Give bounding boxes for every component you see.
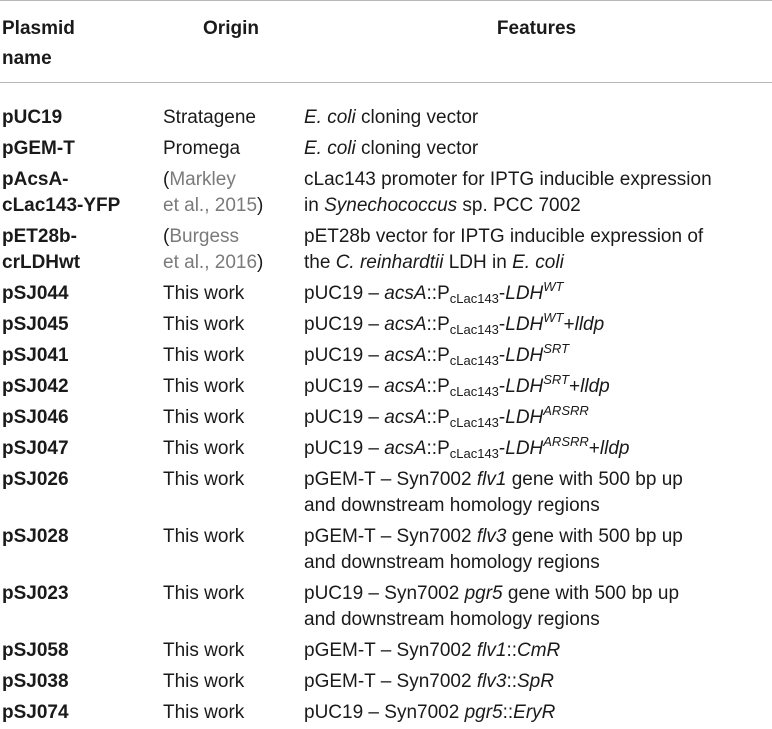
plasmid-name-cell: pSJ028 <box>0 522 161 579</box>
table-body <box>0 83 772 729</box>
plasmid-name-cell: pSJ038 <box>0 667 161 698</box>
origin-cell: This work <box>161 465 301 522</box>
table-row <box>0 434 772 465</box>
plasmid-name-cell: pSJ023 <box>0 579 161 636</box>
table-row <box>0 134 772 165</box>
table-row <box>0 341 772 372</box>
header-row <box>0 0 772 83</box>
header-features: Features <box>301 0 772 83</box>
table-row <box>0 522 772 579</box>
features-cell: pUC19 – Syn7002 pgr5::EryR <box>301 698 772 729</box>
features-cell: E. coli cloning vector <box>301 134 772 165</box>
origin-cell: This work <box>161 372 301 403</box>
origin-cell: This work <box>161 403 301 434</box>
origin-cell: This work <box>161 698 301 729</box>
origin-cell: Stratagene <box>161 83 301 135</box>
origin-cell: This work <box>161 522 301 579</box>
table-row <box>0 698 772 729</box>
plasmid-name-cell: pSJ026 <box>0 465 161 522</box>
plasmid-name-cell: pUC19 <box>0 83 161 135</box>
origin-cell: This work <box>161 279 301 310</box>
table-row <box>0 165 772 222</box>
header-origin: Origin <box>161 0 301 83</box>
table-row <box>0 310 772 341</box>
origin-cell: (Burgess et al., 2016) <box>161 222 301 279</box>
header-plasmid-name: Plasmid name <box>0 0 161 83</box>
plasmid-name-cell: pAcsA- cLac143-YFP <box>0 165 161 222</box>
features-cell: E. coli cloning vector <box>301 83 772 135</box>
citation-link[interactable]: Burgess <box>169 226 239 247</box>
origin-cell: This work <box>161 579 301 636</box>
table-row <box>0 372 772 403</box>
citation-link-continued[interactable]: et al., 2016 <box>163 252 257 273</box>
table-row <box>0 222 772 279</box>
features-cell: $pUC19 - acsA::P_{cLac143}-LDH^{WT}$ <box>301 279 772 310</box>
plasmid-name-cell: pSJ041 <box>0 341 161 372</box>
plasmid-name-cell: pET28b- crLDHwt <box>0 222 161 279</box>
origin-cell: This work <box>161 636 301 667</box>
features-cell: cLac143 promoter for IPTG inducible expression in Synechococcus sp. PCC 7002 <box>301 165 772 222</box>
table-row <box>0 636 772 667</box>
origin-cell: This work <box>161 434 301 465</box>
plasmid-name-cell: pSJ058 <box>0 636 161 667</box>
features-cell: pGEM-T – Syn7002 flv3::SpR <box>301 667 772 698</box>
origin-cell: Promega <box>161 134 301 165</box>
origin-cell: This work <box>161 341 301 372</box>
plasmid-name-cell: pSJ047 <box>0 434 161 465</box>
origin-cell: (Markley et al., 2015) <box>161 165 301 222</box>
origin-cell: This work <box>161 667 301 698</box>
origin-cell: This work <box>161 310 301 341</box>
table-top-rule <box>0 0 772 1</box>
features-cell: pGEM-T – Syn7002 flv3 gene with 500 bp up and downstream homology regions <box>301 522 772 579</box>
features-cell: pET28b vector for IPTG inducible expression of the C. reinhardtii LDH in E. coli <box>301 222 772 279</box>
features-cell: $pUC19 - acsA::P_{cLac143}-LDH^{ARSRR}+lldp$ <box>301 434 772 465</box>
citation-link[interactable]: Markley <box>169 169 236 190</box>
features-cell: $pUC19 - acsA::P_{cLac143}-LDH^{SRT}+lldp$ <box>301 372 772 403</box>
table-row <box>0 667 772 698</box>
table-row <box>0 579 772 636</box>
plasmid-name-cell: pSJ046 <box>0 403 161 434</box>
plasmid-name-cell: pGEM-T <box>0 134 161 165</box>
features-cell: pUC19 – Syn7002 pgr5 gene with 500 bp up and downstream homology regions <box>301 579 772 636</box>
plasmid-name-cell: pSJ042 <box>0 372 161 403</box>
features-cell: $pUC19 - acsA::P_{cLac143}-LDH^{WT}+lldp$ <box>301 310 772 341</box>
table-row <box>0 83 772 135</box>
plasmid-name-cell: pSJ045 <box>0 310 161 341</box>
plasmid-name-cell: pSJ044 <box>0 279 161 310</box>
table-row <box>0 279 772 310</box>
plasmid-name-cell: pSJ074 <box>0 698 161 729</box>
table-row <box>0 465 772 522</box>
features-cell: $pUC19 - acsA::P_{cLac143}-LDH^{SRT}$ <box>301 341 772 372</box>
features-cell: $pUC19 - acsA::P_{cLac143}-LDH^{ARSRR}$ <box>301 403 772 434</box>
features-cell: pGEM-T – Syn7002 flv1::CmR <box>301 636 772 667</box>
table-row <box>0 403 772 434</box>
features-cell: pGEM-T – Syn7002 flv1 gene with 500 bp up and downstream homology regions <box>301 465 772 522</box>
citation-link-continued[interactable]: et al., 2015 <box>163 195 257 216</box>
